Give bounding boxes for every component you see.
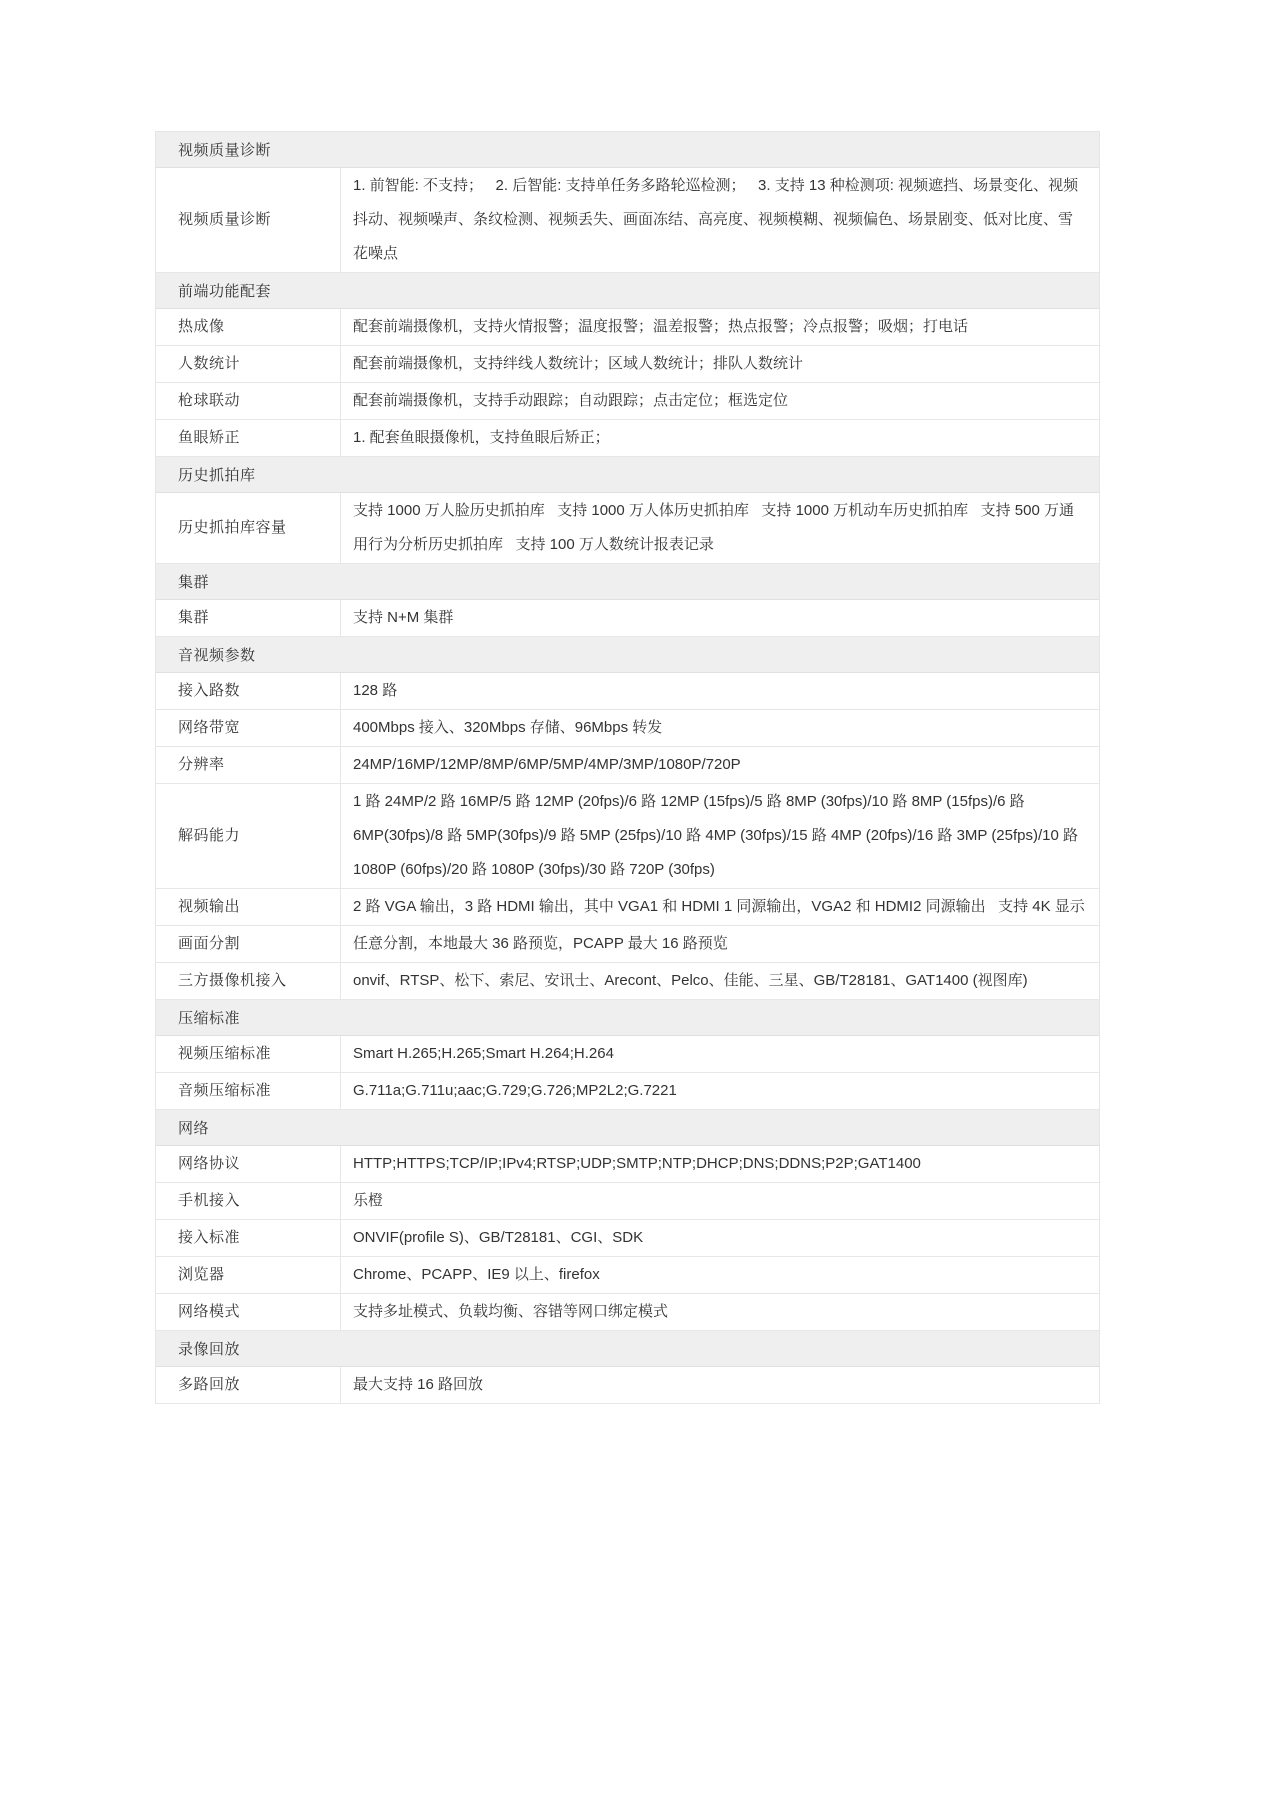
spec-value-cell (341, 346, 1099, 382)
spec-label: 分辨率 (156, 747, 341, 783)
spec-row (156, 1036, 1099, 1073)
spec-value: 配套前端摄像机，支持火情报警；温度报警；温差报警；热点报警；冷点报警；吸烟；打电话 (353, 318, 969, 335)
spec-row (156, 1257, 1099, 1294)
section-title: 音视频参数 (178, 647, 256, 664)
spec-value: 任意分割，本地最大 36 路预览，PCAPP 最大 16 路预览 (353, 935, 728, 952)
spec-label: 接入路数 (156, 673, 341, 709)
spec-label: 浏览器 (156, 1257, 341, 1293)
section-header-row (156, 132, 1099, 168)
spec-section (156, 637, 1099, 1000)
spec-section (156, 1000, 1099, 1110)
spec-label: 手机接入 (156, 1183, 341, 1219)
spec-label: 集群 (156, 600, 341, 636)
spec-label: 视频输出 (156, 889, 341, 925)
spec-section (156, 1110, 1099, 1331)
spec-row (156, 1073, 1099, 1110)
spec-value: 128 路 (353, 682, 398, 699)
spec-value: 2 路 VGA 输出，3 路 HDMI 输出，其中 VGA1 和 HDMI 1 同源输出，VGA2 和 HDMI2 同源输出 支持 4K 显示 (353, 898, 1085, 915)
spec-value-cell (341, 889, 1099, 925)
spec-value-cell (341, 1183, 1099, 1219)
spec-label: 解码能力 (156, 784, 341, 888)
section-rows (156, 1036, 1099, 1110)
spec-value: Chrome、PCAPP、IE9 以上、firefox (353, 1266, 600, 1283)
section-title: 历史抓拍库 (178, 467, 256, 484)
spec-value: 配套前端摄像机，支持手动跟踪；自动跟踪；点击定位；框选定位 (353, 392, 789, 409)
spec-label: 枪球联动 (156, 383, 341, 419)
spec-row (156, 710, 1099, 747)
spec-label: 鱼眼矫正 (156, 420, 341, 456)
spec-value-cell (341, 1294, 1099, 1330)
section-rows (156, 168, 1099, 273)
spec-label: 视频质量诊断 (156, 168, 341, 272)
spec-label: 历史抓拍库容量 (156, 493, 341, 563)
spec-value-cell (341, 420, 1099, 456)
spec-value-cell (341, 963, 1099, 999)
section-title: 压缩标准 (178, 1010, 241, 1027)
section-header-row (156, 1331, 1099, 1367)
spec-value: 24MP/16MP/12MP/8MP/6MP/5MP/4MP/3MP/1080P/720P (353, 756, 741, 773)
spec-value-cell (341, 1146, 1099, 1182)
spec-value: HTTP;HTTPS;TCP/IP;IPv4;RTSP;UDP;SMTP;NTP;DHCP;DNS;DDNS;P2P;GAT1400 (353, 1155, 921, 1172)
spec-label: 多路回放 (156, 1367, 341, 1403)
spec-label: 热成像 (156, 309, 341, 345)
spec-value-cell (341, 600, 1099, 636)
spec-row (156, 1146, 1099, 1183)
spec-label: 网络模式 (156, 1294, 341, 1330)
spec-value: 配套前端摄像机，支持绊线人数统计；区域人数统计；排队人数统计 (353, 355, 804, 372)
section-header-row (156, 1000, 1099, 1036)
spec-value-cell (341, 926, 1099, 962)
spec-label: 网络带宽 (156, 710, 341, 746)
spec-value-cell (341, 747, 1099, 783)
section-title: 视频质量诊断 (178, 142, 272, 159)
spec-value: 乐橙 (353, 1192, 384, 1209)
section-rows (156, 673, 1099, 1000)
spec-value-cell (341, 1220, 1099, 1256)
spec-value: 最大支持 16 路回放 (353, 1376, 484, 1393)
section-title: 前端功能配套 (178, 283, 272, 300)
spec-table-body (156, 132, 1099, 1404)
section-header-row (156, 1110, 1099, 1146)
section-header-row (156, 273, 1099, 309)
spec-value: 1. 前智能: 不支持； 2. 后智能: 支持单任务多路轮巡检测； 3. 支持 13 种检测项: 视频遮挡、场景变化、视频抖动、视频噪声、条纹检测、视频丢失、画面冻结、高亮度、视频模糊、视频偏色、场景剧变、低对比度、雪花噪点 (353, 177, 1079, 262)
section-rows (156, 1367, 1099, 1404)
spec-value-cell (341, 1073, 1099, 1109)
spec-value-cell (341, 493, 1099, 563)
spec-row (156, 747, 1099, 784)
spec-row (156, 383, 1099, 420)
spec-row (156, 889, 1099, 926)
section-rows (156, 600, 1099, 637)
spec-row (156, 673, 1099, 710)
spec-row (156, 1367, 1099, 1404)
spec-value-cell (341, 673, 1099, 709)
spec-value: 1. 配套鱼眼摄像机，支持鱼眼后矫正； (353, 429, 610, 446)
spec-row (156, 1183, 1099, 1220)
spec-row (156, 963, 1099, 1000)
spec-row (156, 420, 1099, 457)
spec-label: 三方摄像机接入 (156, 963, 341, 999)
spec-label: 画面分割 (156, 926, 341, 962)
section-header-row (156, 457, 1099, 493)
spec-value-cell (341, 309, 1099, 345)
spec-value: 支持 N+M 集群 (353, 609, 454, 626)
spec-value: 1 路 24MP/2 路 16MP/5 路 12MP (20fps)/6 路 12MP (15fps)/5 路 8MP (30fps)/10 路 8MP (15fps)/6 路 6MP(30fps)/8 路 5MP(30fps)/9 路 5MP (25fps)/10 路 4MP (30fps)/15 路 4MP (20fps)/16 路 3MP (25fps)/10 路 1080P (60fps)/20 路 1080P (30fps)/30 路 720P (30fps) (353, 793, 1083, 878)
spec-row (156, 784, 1099, 889)
spec-row (156, 1220, 1099, 1257)
spec-row (156, 309, 1099, 346)
spec-section (156, 273, 1099, 457)
spec-value: 支持 1000 万人脸历史抓拍库 支持 1000 万人体历史抓拍库 支持 1000 万机动车历史抓拍库 支持 500 万通用行为分析历史抓拍库 支持 100 万人数统计报表记录 (353, 502, 1074, 553)
spec-section (156, 564, 1099, 637)
section-title: 网络 (178, 1120, 210, 1137)
spec-value: Smart H.265;H.265;Smart H.264;H.264 (353, 1045, 614, 1062)
spec-row (156, 600, 1099, 637)
spec-row (156, 168, 1099, 273)
section-rows (156, 1146, 1099, 1331)
section-rows (156, 493, 1099, 564)
section-header-row (156, 564, 1099, 600)
spec-value-cell (341, 1367, 1099, 1403)
section-rows (156, 309, 1099, 457)
spec-value: G.711a;G.711u;aac;G.729;G.726;MP2L2;G.7221 (353, 1082, 677, 1099)
spec-value: 400Mbps 接入、320Mbps 存储、96Mbps 转发 (353, 719, 663, 736)
spec-table (155, 131, 1100, 1404)
spec-label: 人数统计 (156, 346, 341, 382)
spec-value: onvif、RTSP、松下、索尼、安讯士、Arecont、Pelco、佳能、三星、GB/T28181、GAT1400 (视图库) (353, 972, 1028, 989)
section-header-row (156, 637, 1099, 673)
spec-label: 网络协议 (156, 1146, 341, 1182)
spec-value-cell (341, 1036, 1099, 1072)
section-title: 集群 (178, 574, 210, 591)
spec-label: 音频压缩标准 (156, 1073, 341, 1109)
spec-value: ONVIF(profile S)、GB/T28181、CGI、SDK (353, 1229, 644, 1246)
spec-value-cell (341, 383, 1099, 419)
spec-row (156, 346, 1099, 383)
spec-row (156, 493, 1099, 564)
spec-section (156, 1331, 1099, 1404)
section-title: 录像回放 (178, 1341, 241, 1358)
spec-label: 视频压缩标准 (156, 1036, 341, 1072)
spec-section (156, 132, 1099, 273)
spec-row (156, 1294, 1099, 1331)
spec-value: 支持多址模式、负载均衡、容错等网口绑定模式 (353, 1303, 669, 1320)
spec-value-cell (341, 1257, 1099, 1293)
spec-value-cell (341, 784, 1099, 888)
spec-value-cell (341, 710, 1099, 746)
spec-section (156, 457, 1099, 564)
spec-label: 接入标准 (156, 1220, 341, 1256)
spec-row (156, 926, 1099, 963)
spec-value-cell (341, 168, 1099, 272)
